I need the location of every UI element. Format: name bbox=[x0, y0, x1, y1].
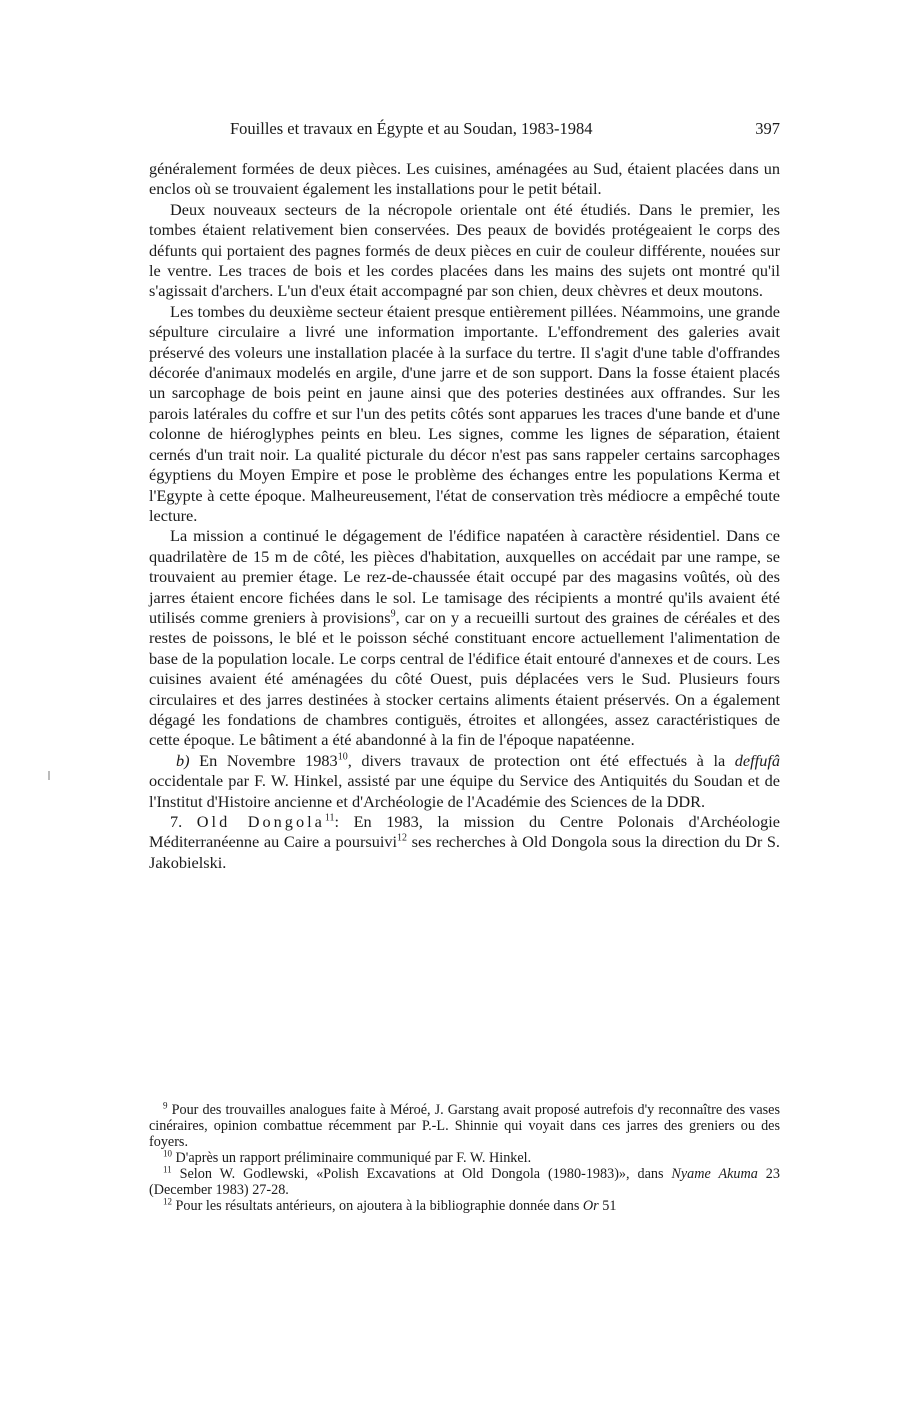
paragraph-continued bbox=[149, 159, 780, 200]
section-number: 7. bbox=[170, 812, 197, 831]
footnote-number: 9 bbox=[163, 1100, 168, 1111]
footnote-10 bbox=[149, 1150, 780, 1166]
main-text bbox=[149, 159, 780, 873]
paragraph-text: ses recherches à Old Dongola sous la direction du Dr S. Jakobielski. bbox=[149, 832, 780, 872]
paragraph-second-sector bbox=[149, 302, 780, 526]
footnote-ref-9: 9 bbox=[390, 608, 396, 620]
journal-title: Nyame Akuma bbox=[671, 1166, 758, 1182]
italic-term: deffufâ bbox=[734, 750, 780, 770]
footnote-text: Pour des trouvailles analogues faite à Méroé, J. Garstang avait proposé autrefois d'y reconnaître des vases cinéraires, opinion combattue récemment par P.-L. Shinnie qui voyait dans ces jarres des greniers ou des foyers. bbox=[149, 1102, 780, 1150]
footnotes bbox=[149, 1102, 780, 1214]
paragraph-text: généralement formées de deux pièces. Les cuisines, aménagées au Sud, étaient placées dans un enclos où se trouvaient également les installations pour le petit bétail. bbox=[149, 159, 780, 199]
footnote-text: 23 (December 1983) 27-28. bbox=[149, 1166, 780, 1198]
paragraph-text: La mission a continué le dégagement de l'édifice napatéen à caractère résidentiel. Dans ce quadrilatère de 15 m de côté, les pièces d'habitation, auxquelles on accédait par une rampe, se trouvaient au premier étage. Le rez-de-chaussée était occupé par des magasins voûtés, où des jarres étaient encore fichées dans le sol. Le tamisage des récipients a montré qu'ils avaient été utilisés comme greniers à provisions bbox=[149, 526, 780, 627]
paragraph-text: Deux nouveaux secteurs de la nécropole orientale ont été étudiés. Dans le premier, les tombes étaient relativement bien conservées. Des peaux de bovidés protégeaient le corps des défunts qui portaient des pagnes formés de deux pièces en cuir de couleur différente, nouées sur le ventre. Les traces de bois et les cordes placées dans les mains des sujets ont montré qu'il s'agissait d'archers. L'un d'eux était accompagné par son chien, deux chèvres et deux moutons. bbox=[149, 199, 780, 301]
paragraph-text: Les tombes du deuxième secteur étaient presque entièrement pillées. Néammoins, une grande sépulture circulaire a livré une information importante. L'effondrement des galeries avait préservé des voleurs une installation placée à la surface du tertre. Il s'agit d'une table d'offrandes décorée d'animaux modelés en argile, d'une jarre et de son support. Dans la fosse étaient placés un sarcophage de bois peint en jaune ainsi que des poteries destinées aux offrandes. Sur les parois latérales du coffre et sur l'un des petits côtés sont apparues les traces d'une bande et d'une colonne de hiéroglyphes peints en bleu. Les signes, comme les lignes de séparation, étaient cernés d'un trait noir. La qualité picturale du décor n'est pas sans rappeler certains sarcophages égyptiens du Moyen Empire et pose le problème des échanges entre les populations Kerma et l'Egypte à cette époque. Malheureusement, l'état de conservation très médiocre a empêché toute lecture. bbox=[149, 301, 780, 525]
journal-abbrev: Or bbox=[582, 1198, 599, 1214]
footnote-ref-10: 10 bbox=[337, 751, 348, 763]
item-label: b) bbox=[176, 750, 190, 770]
footnote-ref-11: 11 bbox=[324, 812, 335, 824]
paragraph-deffufa bbox=[149, 751, 780, 812]
paragraph-text: , car on y a recueilli surtout des graines de céréales et des restes de poissons, le blé et le poisson séché constituant encore actuellement l'alimentation de base de la population locale. Le corps central de l'édifice était entouré d'annexes et de cours. Les cuisines avaient été aménagées du côté Ouest, puis déplacées vers le Sud. Plusieurs fours circulaires et des jarres destinées à stocker certains aliments étaient préservés. On a également dégagé les fondations de chambres contiguës, étroites et allongées, assez caractéristiques de cette époque. Le bâtiment a été abandonné à la fin de l'époque napatéenne. bbox=[149, 607, 781, 750]
footnote-11 bbox=[149, 1166, 780, 1198]
page-number: 397 bbox=[755, 119, 780, 138]
margin-mark bbox=[48, 771, 50, 780]
footnote-text: Pour les résultats antérieurs, on ajoutera à la bibliographie donnée dans bbox=[172, 1198, 583, 1214]
footnote-12 bbox=[149, 1198, 780, 1214]
section-heading: Old Dongola bbox=[196, 812, 325, 831]
paragraph-text: occidentale par F. W. Hinkel, assisté par une équipe du Service des Antiquités du Soudan et de l'Institut d'Histoire ancienne et d'Archéologie de l'Académie des Sciences de la DDR. bbox=[149, 771, 780, 811]
paragraph-text: , divers travaux de protection ont été effectués à la bbox=[347, 750, 735, 770]
paragraph-text: En Novembre 1983 bbox=[189, 750, 338, 770]
paragraph-necropolis bbox=[149, 200, 780, 302]
running-title: Fouilles et travaux en Égypte et au Soudan, 1983-1984 bbox=[230, 119, 593, 138]
paragraph-napatan-building bbox=[149, 526, 780, 750]
footnote-ref-12: 12 bbox=[397, 832, 408, 844]
footnote-number: 12 bbox=[163, 1196, 172, 1207]
footnote-number: 11 bbox=[163, 1164, 172, 1175]
footnote-text: Selon W. Godlewski, «Polish Excavations at Old Dongola (1980-1983)», dans bbox=[171, 1166, 672, 1182]
paragraph-text: : En 1983, la mission du Centre Polonais d'Archéologie Méditerranéenne au Caire a poursuivi bbox=[149, 812, 780, 852]
footnote-text: D'après un rapport préliminaire communiqué par F. W. Hinkel. bbox=[172, 1150, 532, 1166]
footnote-number: 10 bbox=[163, 1148, 172, 1159]
footnote-text: 51 bbox=[598, 1198, 617, 1214]
paragraph-old-dongola bbox=[149, 812, 780, 873]
footnote-9 bbox=[149, 1102, 780, 1150]
